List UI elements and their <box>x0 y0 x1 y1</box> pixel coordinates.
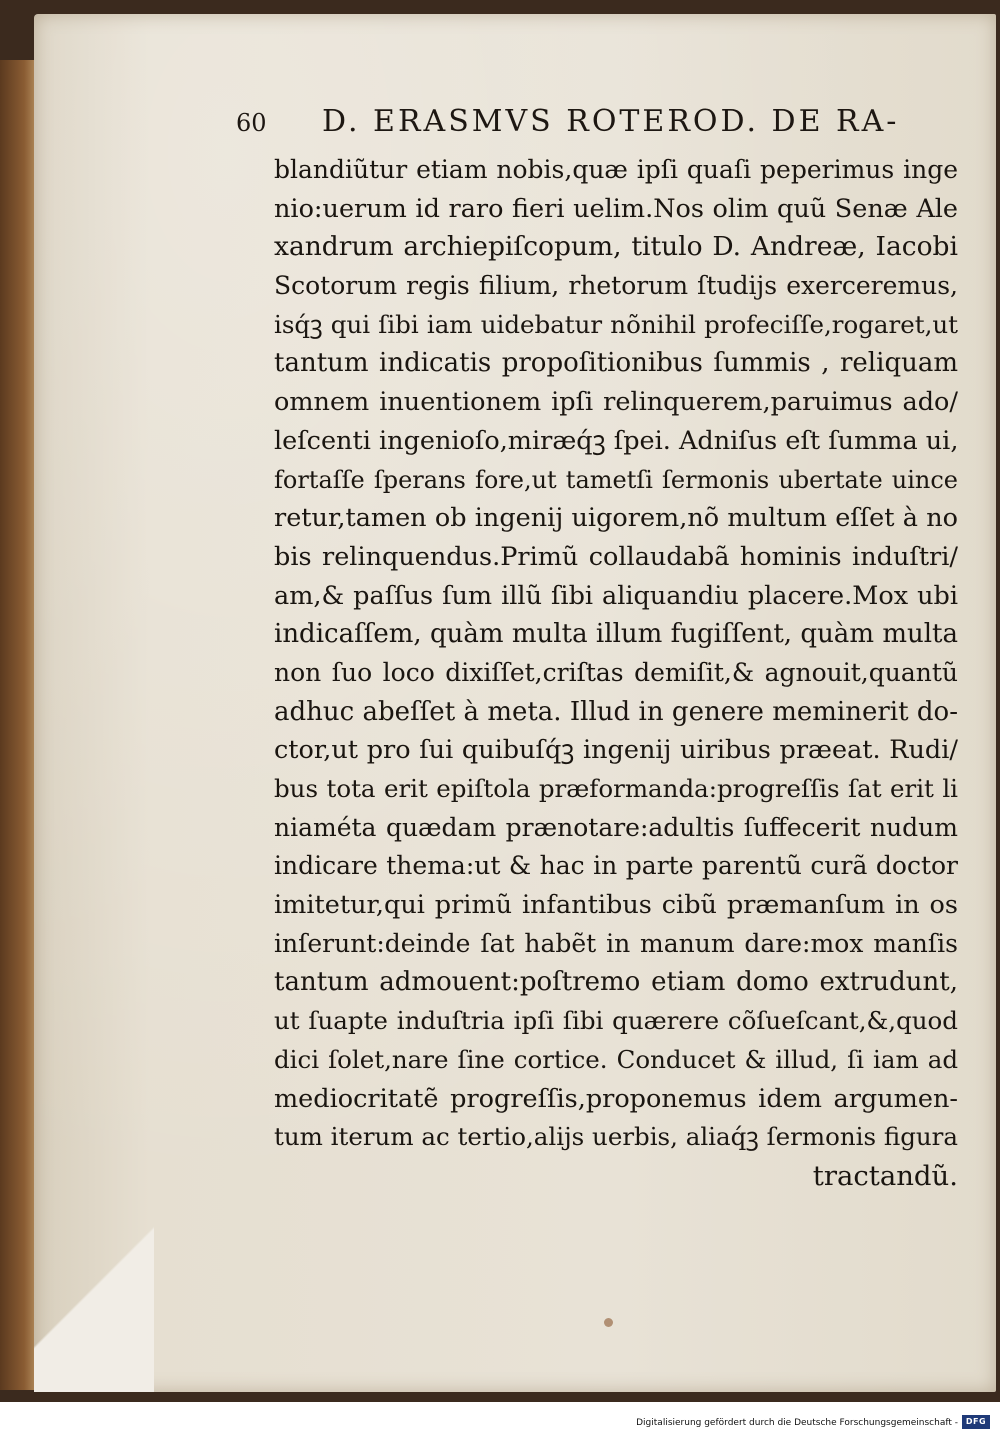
text-line: non ſuo loco dixiſſet,criſtas demiſit,& agnouit,quantũ <box>274 657 958 687</box>
text-line: bis relinquendus.Primũ collaudabã hominis induſtri/ <box>274 541 958 572</box>
page-number: 60 <box>236 109 267 137</box>
text-line: ut ſuapte induſtria ipſi ſibi quærere cõſueſcant,&,quod <box>274 1006 958 1036</box>
text-line: tantum admouent:poſtremo etiam domo extrudunt, <box>274 967 958 998</box>
text-line: nio:uerum id raro fieri uelim.Nos olim quũ Senæ Ale <box>274 193 958 224</box>
text-line: tantum indicatis propoſitionibus ſummis , reliquam <box>274 348 958 379</box>
text-line: dici ſolet,nare ſine cortice. Conducet & illud, ſi iam ad <box>274 1044 958 1074</box>
text-line: retur,tamen ob ingenij uigorem,nõ multum eſſet à no <box>274 503 958 534</box>
text-line: ctor,ut pro ſui quibuſq́ꝫ ingenij uiribus præeat. Rudi/ <box>274 735 958 766</box>
text-line: leſcenti ingenioſo,miræq́ꝫ ſpei. Adniſus eſt ſumma ui, <box>274 425 959 456</box>
page-header <box>236 104 936 144</box>
text-line: blandiũtur etiam nobis,quæ ipſi quaſi peperimus inge <box>274 155 958 184</box>
text-line: xandrum archiepiſcopum, titulo D. Andreæ, Iacobi <box>274 231 958 263</box>
digitization-credit: Digitalisierung gefördert durch die Deutsche Forschungsgemeinschaft - <box>636 1418 958 1428</box>
page-corner-fold <box>34 1180 154 1392</box>
text-line: tractandũ. <box>812 1159 958 1192</box>
text-line: mediocritatẽ progreſſis,proponemus idem argumen- <box>274 1083 958 1114</box>
text-line: fortaſſe ſperans fore,ut tametſi ſermonis ubertate uince <box>274 465 958 494</box>
text-line: Scotorum regis filium, rhetorum ſtudijs exerceremus, <box>274 271 958 301</box>
text-line: indicaſſem, quàm multa illum fugiſſent, quàm multa <box>274 619 958 650</box>
text-line: isq́ꝫ qui ſibi iam uidebatur nõnihil profeciſſe,rogaret,ut <box>274 309 958 339</box>
paper-stain <box>604 1318 613 1327</box>
text-line: niaméta quædam prænotare:adultis ſuffecerit nudum <box>274 812 958 842</box>
text-line: bus tota erit epiſtola præformanda:progreſſis ſat erit li <box>274 774 958 803</box>
text-line: indicare thema:ut & hac in parte parentũ curã doctor <box>274 851 958 881</box>
text-line: tum iterum ac tertio,alijs uerbis, aliaq́ꝫ ſermonis figura <box>274 1122 958 1152</box>
text-line: imitetur,qui primũ infantibus cibũ præmanſum in os <box>274 890 958 921</box>
text-line: omnem inuentionem ipſi relinquerem,paruimus ado/ <box>274 387 958 418</box>
running-head: D. ERASMVS ROTEROD. DE RA- <box>322 104 900 139</box>
dfg-logo: DFG <box>962 1415 990 1429</box>
text-line: adhuc abeſſet à meta. Illud in genere meminerit do- <box>274 696 958 727</box>
body-text <box>274 151 958 1196</box>
text-line: inſerunt:deinde ſat habẽt in manum dare:mox manſis <box>274 928 958 958</box>
text-line: am,& paſſus ſum illũ ſibi aliquandiu placere.Mox ubi <box>274 580 958 611</box>
